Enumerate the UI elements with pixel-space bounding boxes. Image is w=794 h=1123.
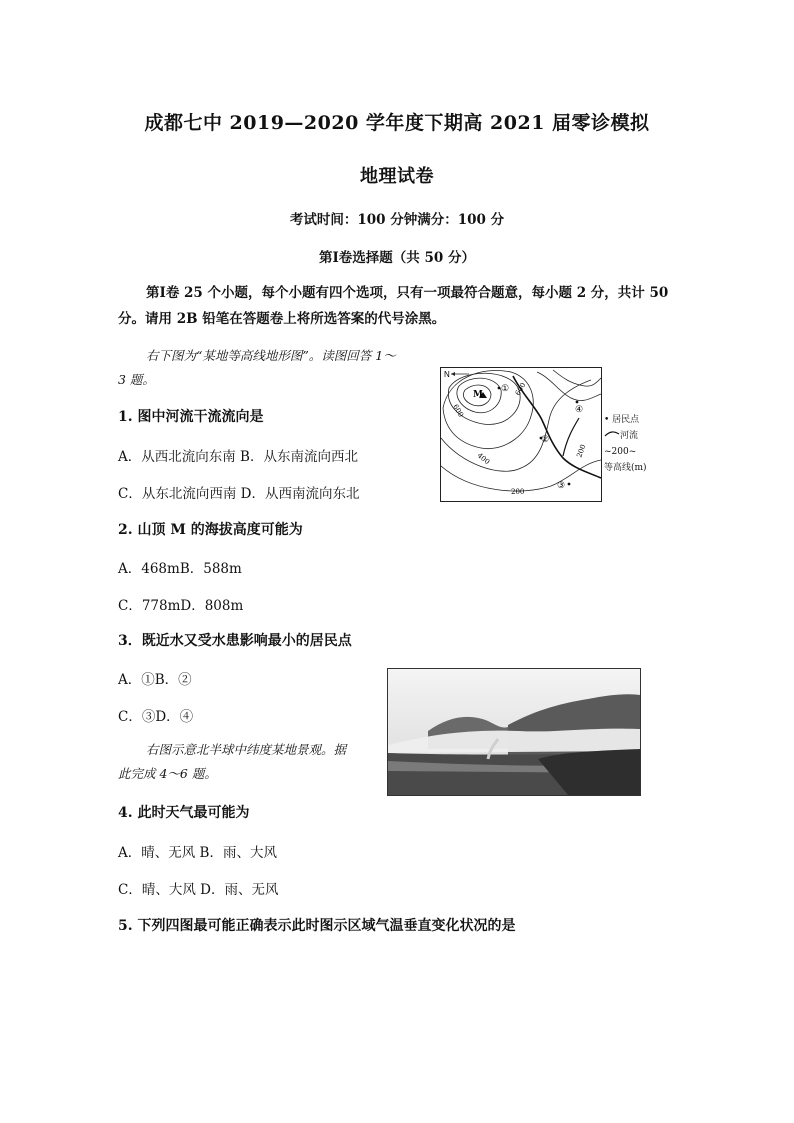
contour-label-200b: 200	[575, 443, 588, 459]
contour-label-400: 400	[475, 451, 492, 467]
settlement-1-label: ①	[501, 384, 510, 394]
contour-map	[441, 368, 601, 501]
legend-river: 河流	[604, 428, 647, 444]
question-2-options-row1: A．468mB．588m	[118, 561, 242, 577]
legend-contour-label: 等高线(m)	[604, 463, 647, 473]
north-label: N	[444, 370, 450, 379]
question-1-stem: 1. 图中河流干流流向是	[118, 409, 264, 425]
question-1-options-row1: A．从西北流向东南 B．从东南流向西北	[118, 449, 358, 465]
settlement-3-label: ③	[557, 481, 566, 491]
settlement-2-label: ②	[541, 435, 550, 445]
question-4-stem: 4. 此时天气最可能为	[118, 805, 250, 821]
question-3-stem: 3．既近水又受水患影响最小的居民点	[118, 633, 352, 649]
contour-line	[537, 372, 601, 401]
question-5-stem: 5. 下列四图最可能正确表示此时图示区域气温垂直变化状况的是	[118, 918, 516, 934]
contour-label-600b: 600	[513, 381, 528, 397]
landscape-photo-drawing	[388, 669, 640, 795]
question-2-stem: 2. 山顶 M 的海拔高度可能为	[118, 522, 303, 538]
legend-settlement: • 居民点	[604, 415, 640, 425]
map-legend	[604, 412, 647, 476]
peak-label: M	[473, 390, 483, 400]
exam-info: 考试时间：100 分钟满分：100 分	[289, 212, 505, 228]
intro1-line2: 3 题。	[118, 372, 155, 387]
settlement-dot	[498, 387, 501, 390]
river-legend-icon	[604, 430, 620, 438]
settlement-4-label: ④	[575, 405, 584, 415]
question-4-options-row2: C．晴、大风 D．雨、无风	[118, 882, 279, 898]
intro2-line2: 此完成 4～6 题。	[118, 766, 217, 781]
exam-title: 成都七中 2019—2020 学年度下期高 2021 届零诊模拟	[144, 112, 650, 134]
question-3-options-row2: C．③D．④	[118, 709, 194, 725]
settlement-dot	[576, 401, 579, 404]
section-heading: 第Ⅰ卷选择题（共 50 分）	[318, 250, 475, 266]
instructions-line2: 分。请用 2B 铅笔在答题卷上将所选答案的代号涂黑。	[118, 311, 446, 327]
north-arrowhead	[451, 372, 455, 376]
instructions-line1: 第Ⅰ卷 25 个小题，每个小题有四个选项，只有一项最符合题意，每小题 2 分，共计 50	[146, 285, 669, 301]
question-2-options-row2: C．778mD．808m	[118, 598, 244, 614]
question-4-options-row1: A．晴、无风 B．雨、大风	[118, 845, 277, 861]
contour-line	[441, 460, 601, 491]
landscape-photo	[387, 668, 641, 796]
contour-label-200a: 200	[511, 488, 525, 496]
contour-map-figure	[440, 367, 602, 502]
question-3-options-row1: A．①B．②	[118, 672, 192, 688]
legend-contour: ~200~	[604, 447, 637, 457]
question-1-options-row2: C．从东北流向西南 D．从西南流向东北	[118, 486, 360, 502]
intro2-line1: 右图示意北半球中纬度某地景观。据	[146, 742, 347, 757]
intro1-line1: 右下图为“某地等高线地形图”。读图回答 1～	[146, 348, 396, 363]
contour-line	[553, 370, 601, 386]
settlement-dot	[568, 483, 571, 486]
contour-label-600a: 600	[451, 403, 465, 419]
exam-subtitle: 地理试卷	[360, 166, 434, 187]
